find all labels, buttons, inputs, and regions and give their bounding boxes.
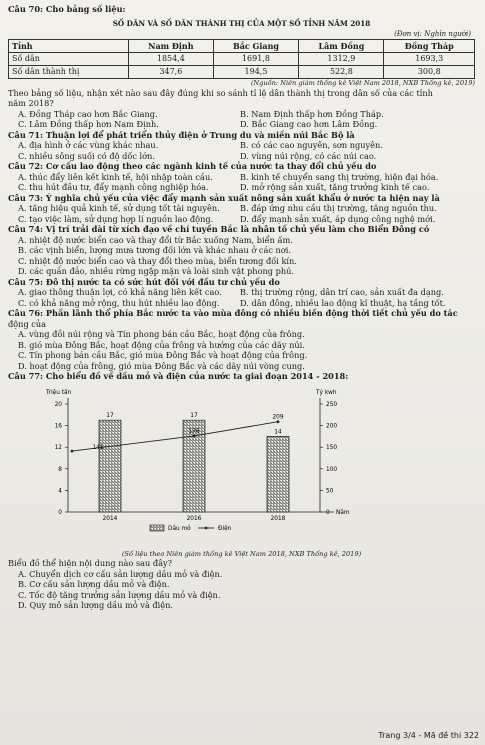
option-b[interactable]: B. Nam Định thấp hơn Đồng Tháp. <box>240 108 384 119</box>
right-tick-label: 250 <box>326 401 338 408</box>
option-b[interactable]: B. thị trường rộng, dân trí cao, sản xuất đa dạng. <box>240 287 444 298</box>
option-c[interactable]: C. nhiều sông suối có độ dốc lớn. <box>18 150 155 161</box>
q70-options-row <box>8 119 475 130</box>
option-b[interactable]: B. kinh tế chuyển sang thị trường, hiện đại hóa. <box>240 171 439 182</box>
table-header-cell: Nam Định <box>129 39 214 52</box>
option-d[interactable]: D. mở rộng sản xuất, tăng trưởng kinh tế cao. <box>240 182 430 193</box>
right-tick-label: 0 <box>326 509 330 516</box>
option-d[interactable]: D. hoạt động của frông, gió mùa Đông Bắc và các dãy núi vòng cung. <box>18 360 305 371</box>
q75-stem: Câu 75: Đô thị nước ta có sức hút đối với đầu tư chủ yếu do <box>8 276 280 287</box>
q75-options-row <box>8 298 475 309</box>
left-tick-label: 20 <box>54 401 62 408</box>
q73-options-row <box>8 203 475 214</box>
q70-table <box>8 39 475 80</box>
table-cell: 1693,3 <box>384 52 475 65</box>
option-c[interactable]: C. Tín phong bán cầu Bắc, gió mùa Đông Bắc và hoạt động của frông. <box>18 350 308 361</box>
q72-stem: Câu 72: Cơ cấu lao động theo các ngành kinh tế của nước ta thay đổi chủ yếu do <box>8 161 377 172</box>
option-a[interactable]: A. giao thông thuận lợi, có khả năng liên kết cao. <box>18 287 222 298</box>
left-tick-label: 4 <box>58 488 62 495</box>
q70-heading: Câu 70: Cho bảng số liệu: <box>8 4 126 14</box>
q74-stem: Câu 74: Vị trí trải dài từ xích đạo về chí tuyến Bắc là nhân tố chủ yếu làm cho Biển Đông có <box>8 224 430 235</box>
table-row <box>9 52 475 65</box>
electricity-label: 209 <box>272 414 284 421</box>
q76-stem-cont: động của <box>8 318 47 329</box>
option-d[interactable]: D. Bắc Giang cao hơn Lâm Đồng. <box>240 119 378 130</box>
x-axis-label: Năm <box>336 509 350 516</box>
table-cell: 1854,4 <box>129 52 214 65</box>
q77-stem: Câu 77: Cho biểu đồ về dầu mỏ và điện của nước ta giai đoạn 2014 - 2018: <box>8 371 349 382</box>
x-tick-label: 2018 <box>270 515 286 522</box>
q72-options-row <box>8 182 475 193</box>
oil-bar-label: 14 <box>274 429 282 436</box>
x-tick-label: 2016 <box>186 515 202 522</box>
q71-options-row <box>8 151 475 162</box>
oil-bar <box>99 420 121 512</box>
q72-options-row <box>8 172 475 183</box>
electricity-point <box>71 450 74 453</box>
right-tick-label: 150 <box>326 445 338 452</box>
option-c[interactable]: C. nhiệt độ nước biển cao và thay đổi theo mùa, biển tương đối kín. <box>18 255 297 266</box>
option-b[interactable]: B. đáp ứng nhu cầu thị trường, tăng nguồn thu. <box>240 203 437 214</box>
option-a[interactable]: A. vùng đồi núi rộng và Tín phong bán cầu Bắc, hoạt động của frông. <box>18 329 305 340</box>
page-footer: Trang 3/4 - Mã đề thi 322 <box>378 730 479 740</box>
electricity-point <box>277 420 280 423</box>
q70-source: (Nguồn: Niên giám thống kê Việt Nam 2018, NXB Thống kê, 2019) <box>250 79 475 88</box>
option-d[interactable]: D. các quần đảo, nhiều rừng ngập mặn và loài sinh vật phong phú. <box>18 266 295 277</box>
right-tick-label: 50 <box>326 488 334 495</box>
table-cell: 1312,9 <box>299 52 384 65</box>
table-cell: 1691,8 <box>213 52 299 65</box>
table-row <box>9 66 475 79</box>
chart-svg <box>30 384 370 549</box>
legend-bar-swatch <box>150 525 164 531</box>
option-a[interactable]: A. tăng hiệu quả kinh tế, sử dụng tốt tài nguyên. <box>18 203 220 214</box>
q73-options-row <box>8 214 475 225</box>
q75-options-row <box>8 287 475 298</box>
legend-line-label: Điện <box>218 525 232 532</box>
option-a[interactable]: A. thúc đẩy liên kết kinh tế, hội nhập toàn cầu. <box>18 171 213 182</box>
q70-unit: (Đơn vị: Nghìn người) <box>394 29 471 38</box>
q71-stem: Câu 71: Thuận lợi để phát triển thủy điện ở Trung du và miền núi Bắc Bộ là <box>8 129 355 140</box>
option-a[interactable]: A. Đồng Tháp cao hơn Bắc Giang. <box>18 108 158 119</box>
left-tick-label: 8 <box>58 466 62 473</box>
option-d[interactable]: D. đẩy mạnh sản xuất, áp dụng công nghệ mới. <box>240 213 436 224</box>
option-b[interactable]: B. Cơ cấu sản lượng dầu mỏ và điện. <box>18 579 170 590</box>
electricity-label: 176 <box>188 428 200 435</box>
oil-bar-label: 17 <box>190 413 198 420</box>
option-c[interactable]: C. có khả năng mở rộng, thu hút nhiều lao động. <box>18 297 220 308</box>
oil-electricity-chart <box>30 384 370 549</box>
table-cell: 300,8 <box>384 66 475 79</box>
table-cell: 194,5 <box>213 66 299 79</box>
legend-bar-label: Dầu mỏ <box>168 525 191 532</box>
oil-bar-label: 17 <box>106 413 114 420</box>
option-d[interactable]: D. vùng núi rộng, có các núi cao. <box>240 150 377 161</box>
option-a[interactable]: A. Chuyển dịch cơ cấu sản lượng dầu mỏ và điện. <box>18 568 223 579</box>
electricity-label: 141 <box>92 444 104 451</box>
q76-stem: Câu 76: Phần lãnh thổ phía Bắc nước ta vào mùa đông có nhiều biến động thời tiết chủ yếu do tác <box>8 308 458 319</box>
left-tick-label: 16 <box>54 423 62 430</box>
table-row-label: Số dân <box>9 52 129 65</box>
q71-options-row <box>8 140 475 151</box>
x-tick-label: 2014 <box>102 515 118 522</box>
table-cell: 522,8 <box>299 66 384 79</box>
option-c[interactable]: C. Tốc độ tăng trưởng sản lượng dầu mỏ và điện. <box>18 589 221 600</box>
electricity-point <box>193 434 196 437</box>
option-d[interactable]: D. Quy mô sản lượng dầu mỏ và điện. <box>18 600 174 611</box>
q77-source: (Số liệu theo Niên giám thống kê Việt Nam 2018, NXB Thống kê, 2019) <box>121 549 362 558</box>
option-c[interactable]: C. Lâm Đồng thấp hơn Nam Định. <box>18 119 159 130</box>
right-axis-label: Tỷ kwh <box>316 389 337 396</box>
table-header-cell: Bắc Giang <box>213 39 299 52</box>
q70-options-row <box>8 109 475 120</box>
q70-table-title: SỐ DÂN VÀ SỐ DÂN THÀNH THỊ CỦA MỘT SỐ TỈNH NĂM 2018 <box>112 18 371 28</box>
left-axis-label: Triệu tấn <box>46 389 72 396</box>
q77-question: Biểu đồ thể hiện nội dung nào sau đây? <box>8 558 173 569</box>
option-a[interactable]: A. nhiệt độ nước biển cao và thay đổi từ Bắc xuống Nam, biển ấm. <box>18 234 293 245</box>
q70-stem: Theo bảng số liệu, nhận xét nào sau đây đúng khi so sánh tỉ lệ dân thành thị trong dân số của các tỉnh <box>8 87 433 98</box>
option-c[interactable]: C. tạo việc làm, sử dụng hợp lí nguồn lao động. <box>18 213 214 224</box>
left-tick-label: 12 <box>54 445 62 452</box>
oil-bar <box>267 436 289 512</box>
left-tick-label: 0 <box>58 509 62 516</box>
q70-stem-cont: năm 2018? <box>8 98 54 109</box>
legend-line-marker <box>205 526 208 529</box>
right-tick-label: 100 <box>326 466 338 473</box>
option-a[interactable]: A. địa hình ở các vùng khác nhau. <box>18 140 159 151</box>
table-row-label: Số dân thành thị <box>9 66 129 79</box>
table-header-cell: Lâm Đồng <box>299 39 384 52</box>
option-b[interactable]: B. có các cao nguyên, sơn nguyên. <box>240 140 383 151</box>
option-c[interactable]: C. thu hút đầu tư, đẩy mạnh công nghiệp hóa. <box>18 182 209 193</box>
option-d[interactable]: D. dân đông, nhiều lao động kĩ thuật, hạ tầng tốt. <box>240 297 446 308</box>
option-b[interactable]: B. gió mùa Đông Bắc, hoạt động của frông và hướng của các dãy núi. <box>18 339 305 350</box>
table-cell: 347,6 <box>129 66 214 79</box>
table-header-cell: Tỉnh <box>9 39 129 52</box>
table-header-cell: Đồng Tháp <box>384 39 475 52</box>
right-tick-label: 200 <box>326 423 338 430</box>
q73-stem: Câu 73: Ý nghĩa chủ yếu của việc đẩy mạnh sản xuất nông sản xuất khẩu ở nước ta hiện nay là <box>8 192 440 203</box>
table-header-row <box>9 39 475 52</box>
option-b[interactable]: B. các vịnh biển, lượng mưa tương đối lớn và khác nhau ở các nơi. <box>18 245 291 256</box>
